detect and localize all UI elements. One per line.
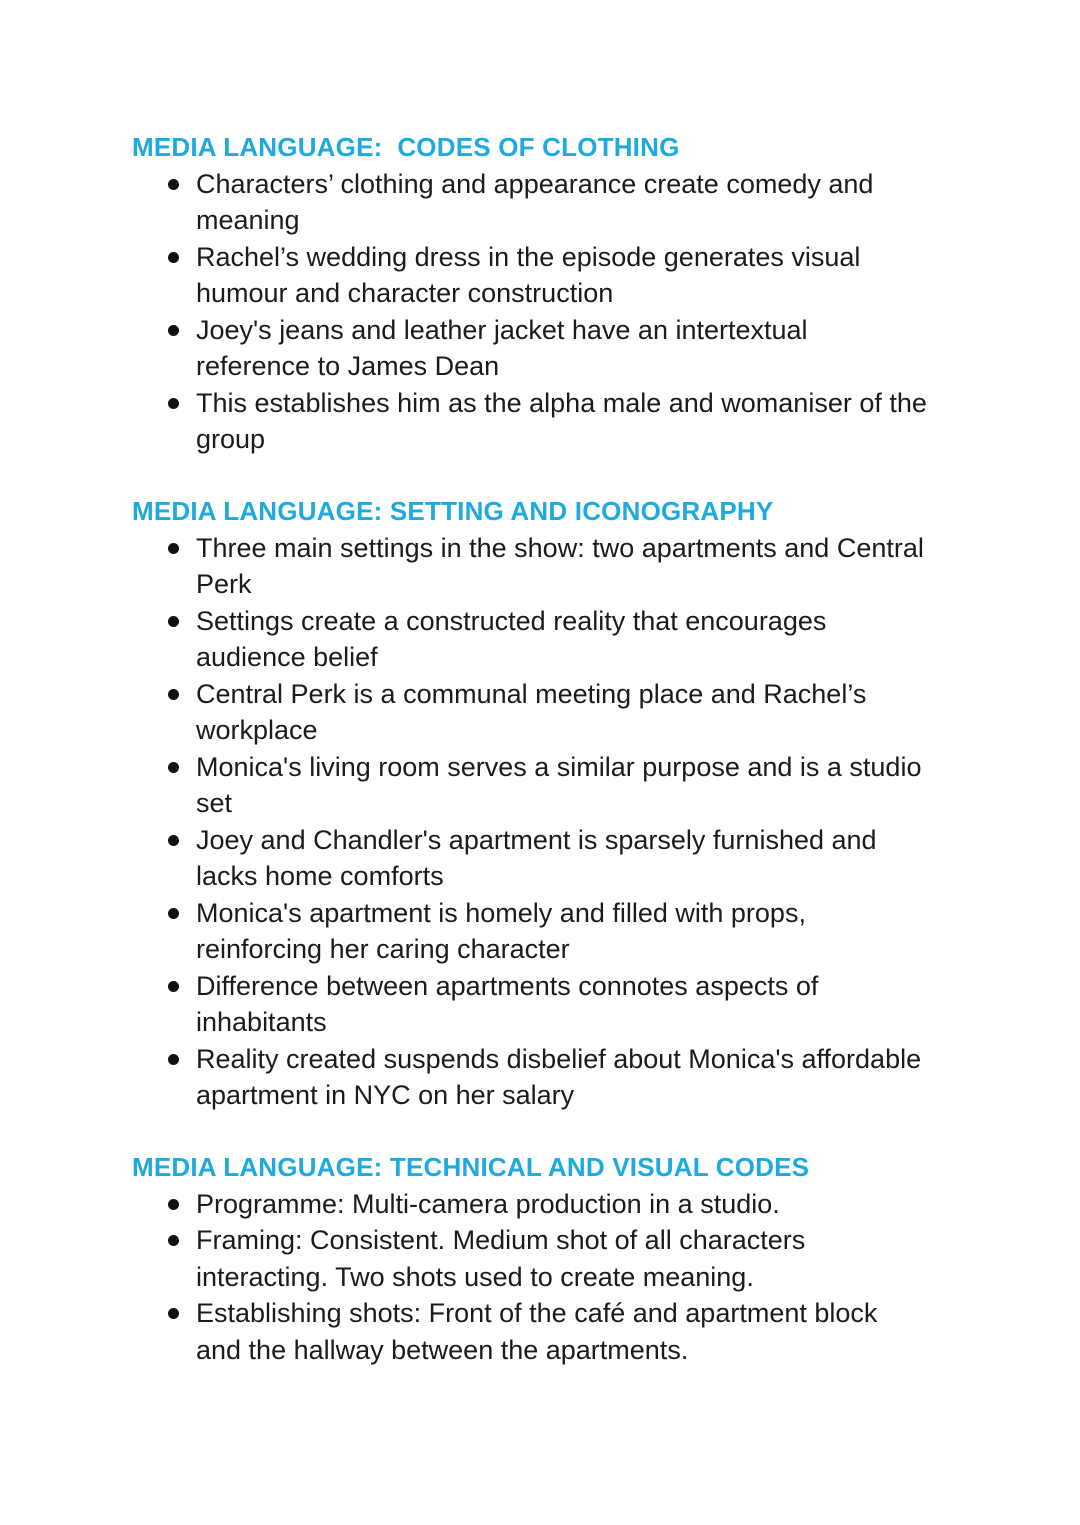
list-item [196,1295,1056,1368]
document-page [0,129,1080,1404]
list-item [196,239,1056,312]
section-heading: MEDIA LANGUAGE: TECHNICAL AND VISUAL CODES [132,1152,810,1182]
bullet-list [132,166,1056,458]
list-item-text: Reality created suspends disbelief about Monica's affordable apartment in NYC on her salary [196,1043,922,1110]
bullet-icon [168,981,179,992]
section-heading: MEDIA LANGUAGE: SETTING AND ICONOGRAPHY [132,496,774,526]
list-item [196,603,1056,676]
bullet-icon [168,325,179,336]
list-item [196,968,1056,1041]
list-item [196,530,1056,603]
list-item-text: Characters’ clothing and appearance create comedy and meaning [196,168,874,235]
list-item-text: Central Perk is a communal meeting place and Rachel’s workplace [196,678,867,745]
list-item-text: Joey and Chandler's apartment is sparsely furnished and lacks home comforts [196,824,877,891]
bullet-icon [168,616,179,627]
list-item-text: Joey's jeans and leather jacket have an intertextual reference to James Dean [196,314,808,381]
list-item-text: Rachel’s wedding dress in the episode generates visual humour and character construction [196,241,861,308]
list-item-text: Monica's living room serves a similar purpose and is a studio set [196,751,922,818]
list-item [196,676,1056,749]
bullet-list [132,530,1056,1114]
list-item [196,1222,1056,1295]
bullet-icon [168,543,179,554]
bullet-icon [168,689,179,700]
list-item [196,822,1056,895]
list-item-text: Three main settings in the show: two apartments and Central Perk [196,532,924,599]
bullet-list [132,1186,1056,1369]
list-item-text: This establishes him as the alpha male and womaniser of the group [196,387,927,454]
list-item-text: Establishing shots: Front of the café and apartment block and the hallway between the apartments. [196,1298,878,1365]
bullet-icon [168,252,179,263]
bullet-icon [168,762,179,773]
list-item-text: Framing: Consistent. Medium shot of all characters interacting. Two shots used to create meaning. [196,1225,806,1292]
bullet-icon [168,835,179,846]
section-heading: MEDIA LANGUAGE: CODES OF CLOTHING [132,132,680,162]
list-item [196,385,1056,458]
list-item [196,749,1056,822]
bullet-icon [168,1308,179,1319]
bullet-icon [168,1054,179,1065]
section-setting-and-iconography [0,493,1080,1114]
bullet-icon [168,1235,179,1246]
section-technical-and-visual-codes [0,1149,1080,1368]
list-item-text: Difference between apartments connotes aspects of inhabitants [196,970,819,1037]
list-item-text: Programme: Multi-camera production in a studio. [196,1188,780,1219]
list-item [196,1186,1056,1223]
bullet-icon [168,1199,179,1210]
bullet-icon [168,908,179,919]
bullet-icon [168,398,179,409]
list-item [196,1041,1056,1114]
section-codes-of-clothing [0,129,1080,458]
bullet-icon [168,179,179,190]
list-item-text: Monica's apartment is homely and filled with props, reinforcing her caring character [196,897,806,964]
list-item [196,166,1056,239]
list-item [196,312,1056,385]
list-item [196,895,1056,968]
list-item-text: Settings create a constructed reality that encourages audience belief [196,605,827,672]
